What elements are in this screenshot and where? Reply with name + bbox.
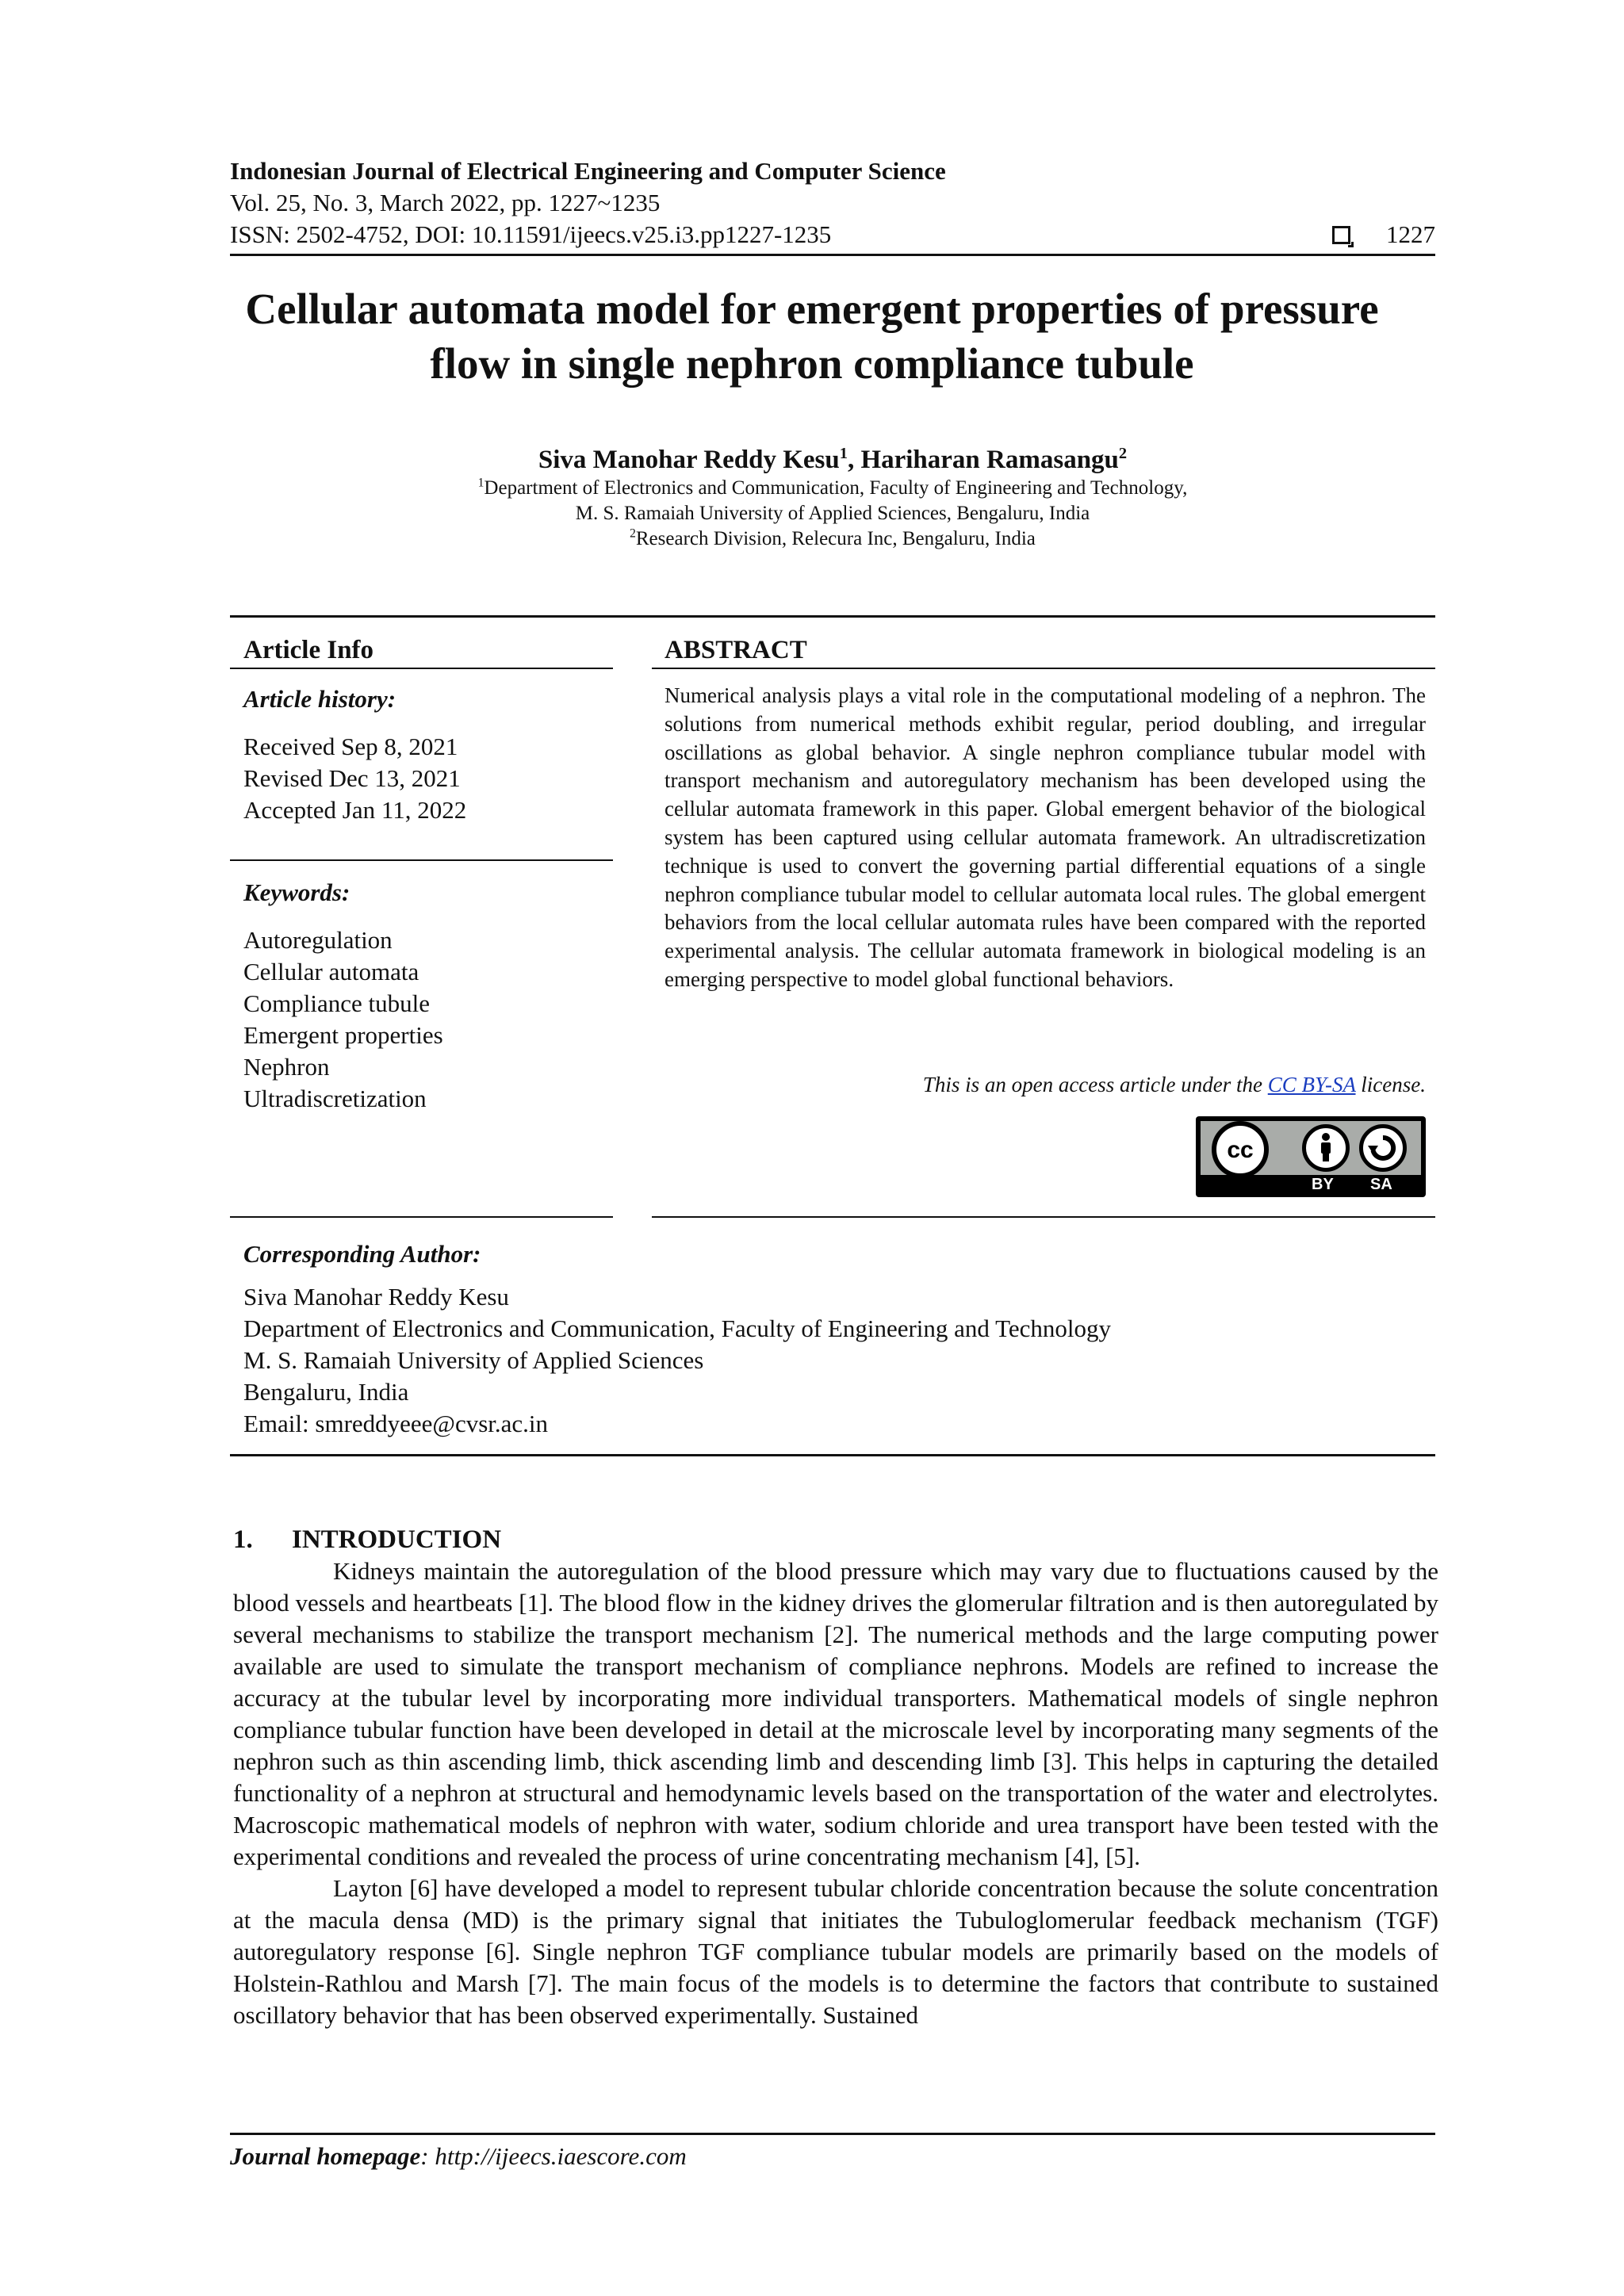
abstract-bottom-rule (652, 1216, 1435, 1218)
cc-footer-labels (1201, 1175, 1421, 1194)
cc-license-badge[interactable] (1196, 1116, 1426, 1197)
corresponding-author-heading: Corresponding Author: (243, 1240, 481, 1268)
homepage-label: Journal homepage (230, 2142, 421, 2170)
affiliation-1-line-2: M. S. Ramaiah University of Applied Sciences, Bengaluru, India (575, 503, 1090, 524)
keyword-item: Emergent properties (243, 1021, 443, 1049)
corresponding-univ: M. S. Ramaiah University of Applied Sciences (243, 1346, 704, 1374)
cc-badge-panel (1201, 1121, 1421, 1175)
header-rule (230, 254, 1435, 256)
paper-title (174, 281, 1450, 391)
keyword-item: Cellular automata (243, 958, 419, 985)
history-rule (230, 859, 613, 861)
affiliation-1-sup: 1 (477, 476, 485, 490)
author-1: Siva Manohar Reddy Kesu (538, 446, 840, 474)
corresponding-email: Email: smreddyeee@cvsr.ac.in (243, 1410, 549, 1437)
article-info-heading: Article Info (243, 636, 374, 664)
article-history-heading: Article history: (243, 685, 396, 713)
footer-rule (230, 2133, 1435, 2135)
open-access-notice (665, 1070, 1426, 1099)
abstract-heading-rule (652, 668, 1435, 669)
received-date: Received Sep 8, 2021 (243, 733, 458, 760)
keywords-bottom-rule (230, 1216, 613, 1218)
abstract-heading: ABSTRACT (665, 636, 807, 664)
title-line-2: flow in single nephron compliance tubule (430, 339, 1194, 388)
oa-prefix: This is an open access article under the (922, 1073, 1268, 1096)
issn-doi: ISSN: 2502-4752, DOI: 10.11591/ijeecs.v25.i3.pp1227-1235 (230, 220, 832, 248)
page-number-block (1332, 219, 1435, 251)
corresponding-city: Bengaluru, India (243, 1378, 409, 1406)
volume-info: Vol. 25, No. 3, March 2022, pp. 1227~1235 (230, 189, 661, 216)
share-alike-icon (1359, 1124, 1407, 1172)
keyword-item: Nephron (243, 1053, 330, 1081)
revised-date: Revised Dec 13, 2021 (243, 764, 461, 792)
keywords-heading: Keywords: (243, 878, 350, 906)
corresponding-bottom-rule (230, 1454, 1435, 1456)
affiliation-1-text: Department of Electronics and Communication, Faculty of Engineering and Technology, (484, 477, 1188, 499)
cc-by-label: BY (1312, 1176, 1334, 1193)
corresponding-name: Siva Manohar Reddy Kesu (243, 1283, 509, 1311)
homepage-url[interactable]: http://ijeecs.iaescore.com (435, 2142, 687, 2170)
section-number: 1. (233, 1525, 253, 1554)
author-2: Hariharan Ramasangu (860, 446, 1119, 474)
intro-paragraph-1: Kidneys maintain the autoregulation of the blood pressure which may vary due to fluctuations caused by the blood vessels and heartbeats [1]. The blood flow in the kidney drives the glomerular filtration and is then autoregulated by several mechanisms to stabilize the transport mechanism [2]. The numerical methods and the large computing power available are used to simulate the transport mechanism of compliance nephrons. Models are refined to increase the accuracy at the tubular level by incorporating more individual transporters. Mathematical models of single nephron compliance tubular function have been developed in detail at the microscale level by incorporating many segments of the nephron such as thin ascending limb, thick ascending limb and descending limb [3]. This helps in capturing the detailed functionality of a nephron at structural and hemodynamic levels based on the transportation of the water and electrolytes. Macroscopic mathematical models of nephron with water, sodium chloride and urea transport have been tested with the experimental conditions and revealed the process of urine concentrating mechanism [4], [5]. (233, 1557, 1438, 1870)
affiliation-2 (230, 526, 1435, 552)
author-list (230, 444, 1435, 476)
author-1-affil: 1 (839, 445, 848, 462)
affiliation-2-text: Research Division, Relecura Inc, Bengaluru, India (635, 528, 1036, 549)
homepage-sep: : (420, 2142, 435, 2170)
corresponding-dept: Department of Electronics and Communication, Faculty of Engineering and Technology (243, 1314, 1112, 1342)
accepted-date: Accepted Jan 11, 2022 (243, 796, 467, 824)
introduction-heading (233, 1524, 501, 1556)
article-history (243, 731, 466, 826)
keyword-item: Autoregulation (243, 926, 393, 954)
author-separator: , (847, 446, 861, 474)
keyword-item: Ultradiscretization (243, 1085, 427, 1112)
affiliation-2-sup: 2 (630, 526, 636, 541)
cc-logo-icon: cc (1212, 1121, 1269, 1178)
journal-homepage (230, 2141, 687, 2172)
abstract-text: Numerical analysis plays a vital role in the computational modeling of a nephron. The solutions from numerical methods exhibit regular, period doubling, and irregular oscillations as global behavior. A single nephron compliance tubular model with transport mechanism and autoregulatory mechanism has been developed using the cellular automata framework in this paper. Global emergent behavior of the biological system has been captured using cellular automata framework. An ultradiscretization technique is used to convert the governing partial differential equations of a single nephron compliance tubular model to cellular automata local rules. The global emergent behaviors from the local cellular automata rules have been compared with the reported experimental analysis. The cellular automata framework in biological modeling is an emerging perspective to model global functional behaviors. (665, 683, 1426, 991)
title-line-1: Cellular automata model for emergent properties of pressure (245, 285, 1379, 333)
page-number: 1227 (1386, 220, 1435, 248)
info-box-top-rule (230, 615, 1435, 618)
cc-by-sa-link[interactable]: CC BY-SA (1267, 1073, 1356, 1096)
person-icon (1302, 1124, 1350, 1172)
corresponding-author-details (243, 1281, 1111, 1440)
keyword-list (243, 924, 443, 1115)
cc-sa-label: SA (1370, 1176, 1392, 1193)
intro-paragraph-2: Layton [6] have developed a model to represent tubular chloride concentration because the solute concentration at the macula densa (MD) is the primary signal that initiates the Tubuloglomerular feedback mechanism (TGF) autoregulatory response [6]. Single nephron TGF compliance tubular models are primarily based on the models of Holstein-Rathlou and Marsh [7]. The main focus of the models is to determine the factors that contribute to sustained oscillatory behavior that has been observed experimentally. Sustained (233, 1874, 1438, 2029)
section-title: INTRODUCTION (292, 1525, 502, 1554)
square-shadow-icon (1332, 226, 1350, 244)
oa-suffix: license. (1355, 1073, 1426, 1096)
article-info-heading-rule (230, 668, 613, 669)
author-2-affil: 2 (1118, 445, 1128, 462)
keyword-item: Compliance tubule (243, 989, 431, 1017)
journal-name: Indonesian Journal of Electrical Engineering and Computer Science (230, 157, 946, 185)
affiliation-1-line-1 (230, 476, 1435, 501)
